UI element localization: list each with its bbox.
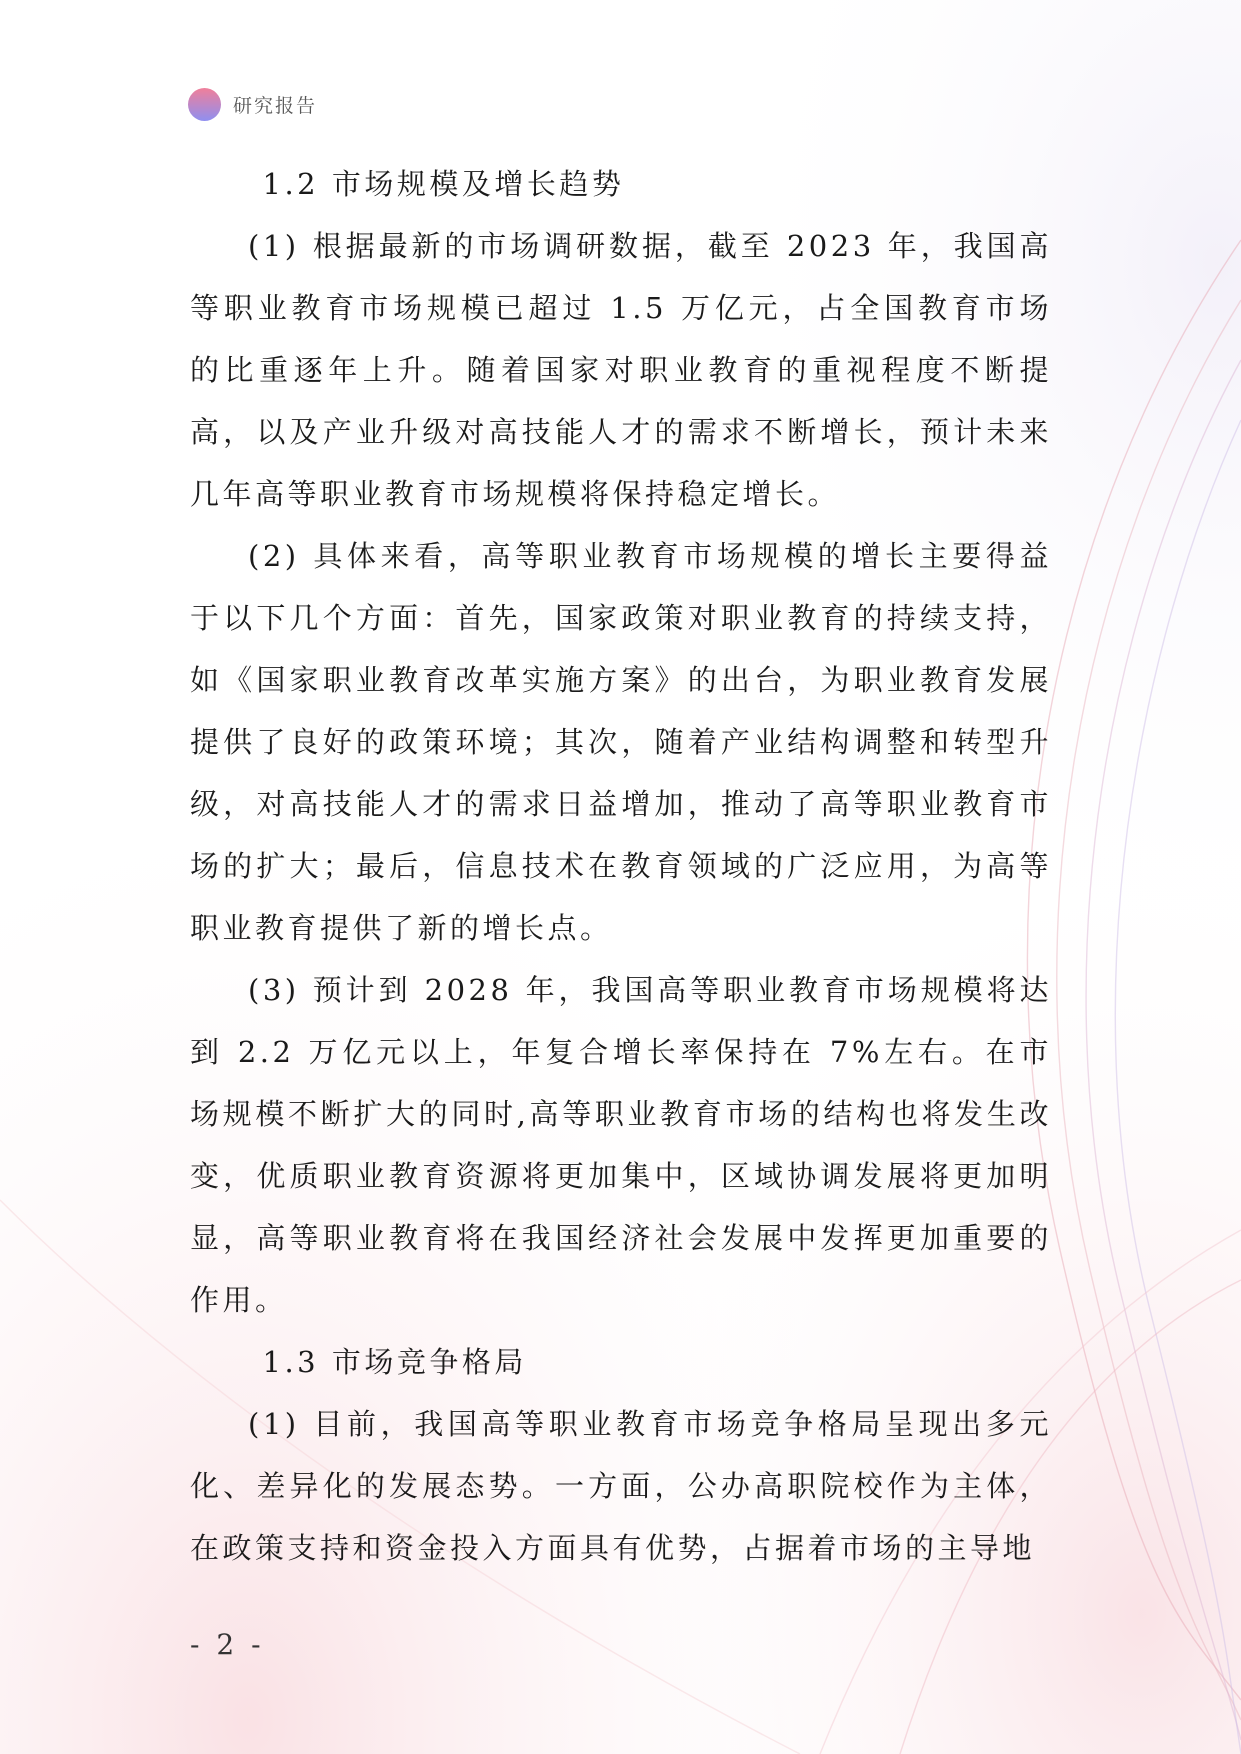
paragraph-market-size: (1) 根据最新的市场调研数据，截至 2023 年，我国高等职业教育市场规模已超过 1.5 万亿元，占全国教育市场的比重逐年上升。随着国家对职业教育的重视程度不断提高，以及产业升级对高技能人才的需求不断增长，预计未来几年高等职业教育市场规模将保持稳定增长。 [190,229,1052,511]
document-body [190,153,1052,1579]
paragraph-competition: (1) 目前，我国高等职业教育市场竞争格局呈现出多元化、差异化的发展态势。一方面，公办高职院校作为主体，在政策支持和资金投入方面具有优势，占据着市场的主导地 [190,1407,1052,1565]
section-heading-1-2: 1.2 市场规模及增长趋势 [262,167,625,201]
brand-logo-icon [188,88,221,121]
section-heading-1-3: 1.3 市场竞争格局 [262,1345,527,1379]
paragraph-growth-drivers: (2) 具体来看，高等职业教育市场规模的增长主要得益于以下几个方面：首先，国家政策对职业教育的持续支持，如《国家职业教育改革实施方案》的出台，为职业教育发展提供了良好的政策环境；其次，随着产业结构调整和转型升级，对高技能人才的需求日益增加，推动了高等职业教育市场的扩大；最后，信息技术在教育领域的广泛应用，为高等职业教育提供了新的增长点。 [190,539,1052,945]
page-number: - 2 - [190,1628,265,1661]
header-title: 研究报告 [233,95,318,117]
paragraph-forecast: (3) 预计到 2028 年，我国高等职业教育市场规模将达到 2.2 万亿元以上，年复合增长率保持在 7%左右。在市场规模不断扩大的同时,高等职业教育市场的结构也将发生改变，优质职业教育资源将更加集中，区域协调发展将更加明显，高等职业教育将在我国经济社会发展中发挥更加重要的作用。 [190,973,1052,1317]
report-header [188,88,317,121]
